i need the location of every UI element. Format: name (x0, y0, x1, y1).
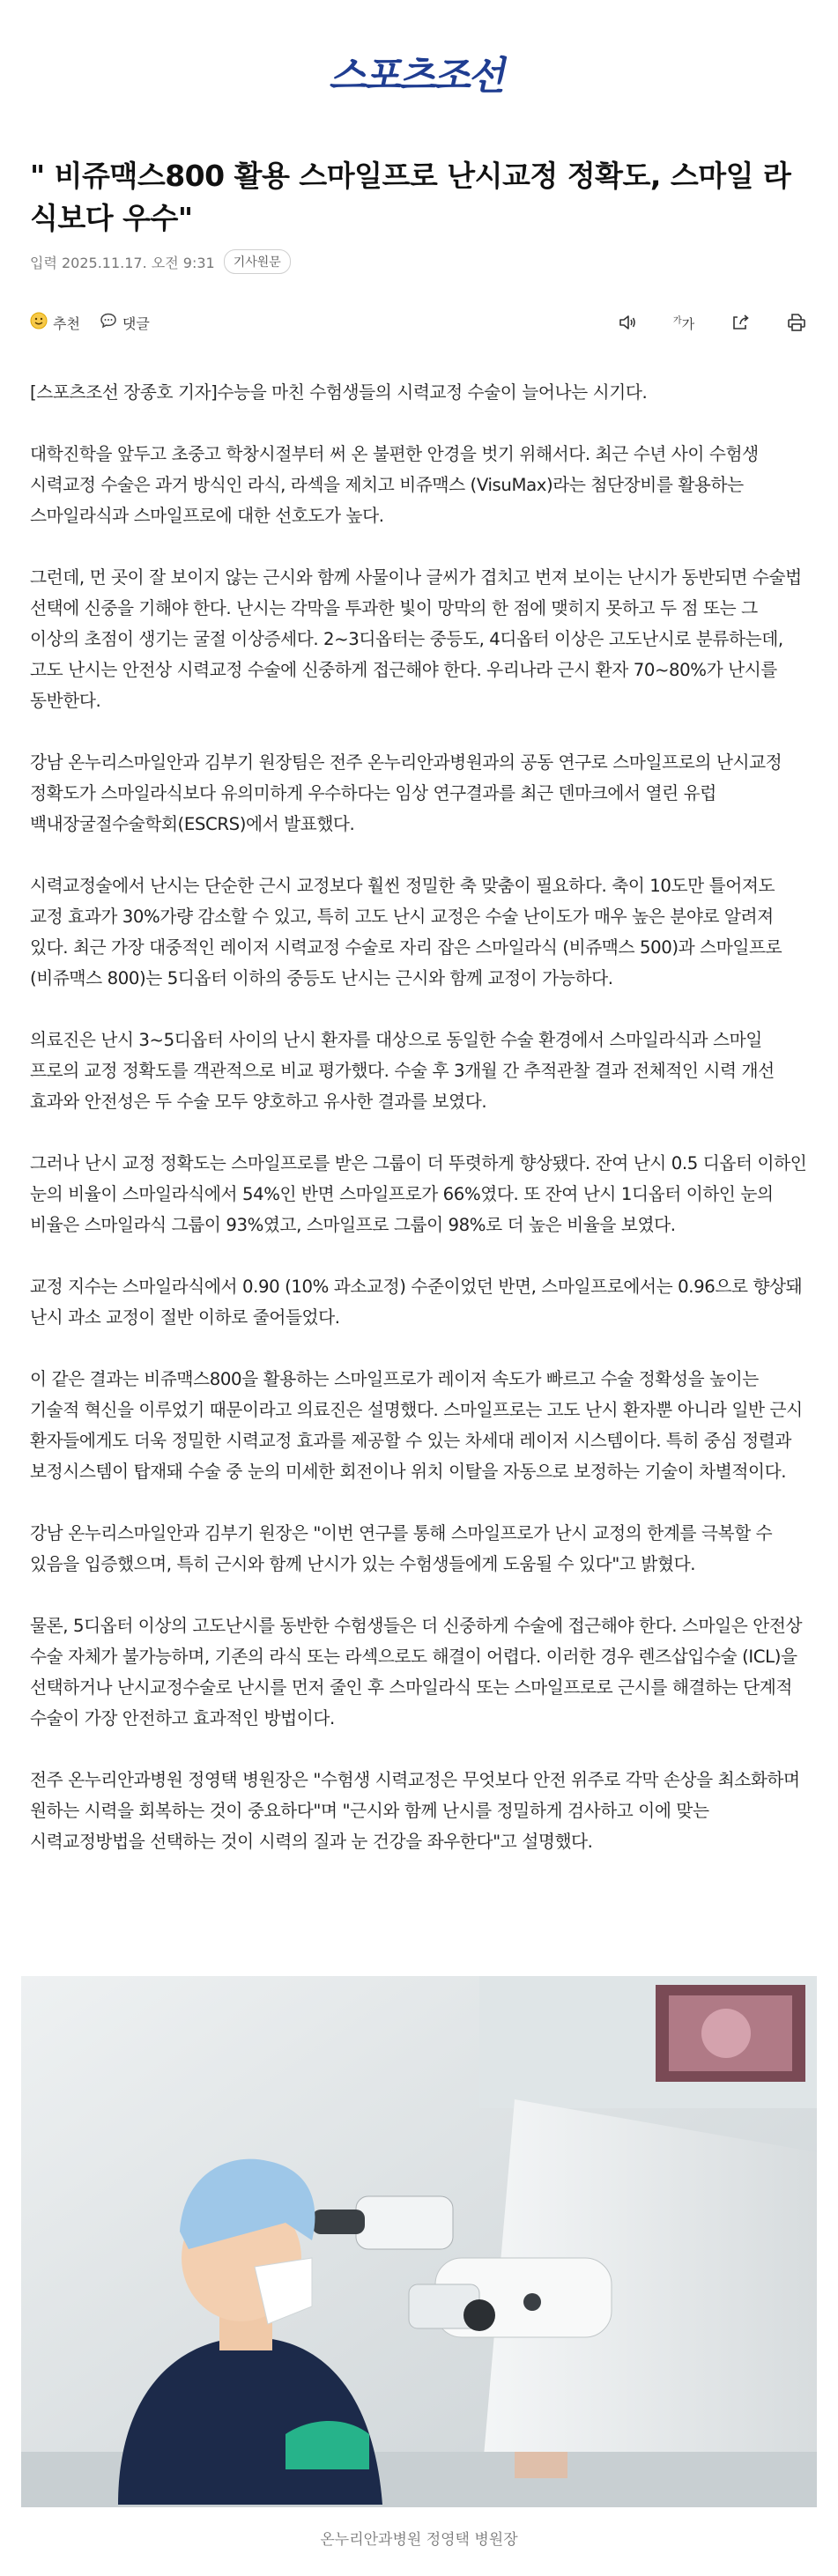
smile-icon (30, 312, 48, 333)
article-photo (21, 1976, 817, 2507)
photo-caption: 온누리안과병원 정영택 병원장 (320, 2531, 518, 2549)
comment-icon (100, 312, 117, 333)
article-paragraph: 시력교정술에서 난시는 단순한 근시 교정보다 훨씬 정밀한 축 맞춤이 필요하다. 축이 10도만 틀어져도 교정 효과가 30%가량 감소할 수 있고, 특히 고도 난시 교정은 수술 난이도가 매우 높은 분야로 알려져 있다. 최근 가장 대중적인 레이저 시력교정 수술로 자리 잡은 스마일라식 (비쥬맥스 500)과 스마일프로 (비쥬맥스 800)는 5디옵터 이하의 중등도 난시는 근시와 함께 교정이 가능하다. (30, 876, 782, 988)
print-icon[interactable] (785, 311, 808, 334)
speaker-icon[interactable] (616, 311, 639, 334)
article-body (30, 377, 808, 1888)
article-paragraph: [스포츠조선 장종호 기자]수능을 마친 수험생들의 시력교정 수술이 늘어나는 시기다. (30, 382, 648, 403)
font-size-label: $^가$가 (672, 315, 695, 332)
comment-label: 댓글 (122, 315, 150, 332)
site-logo[interactable]: 스포츠조선 (326, 54, 510, 99)
article-paragraph: 그런데, 먼 곳이 잘 보이지 않는 근시와 함께 사물이나 글씨가 겹치고 번져 보이는 난시가 동반되면 수술법 선택에 신중을 기해야 한다. 난시는 각막을 투과한 빛이 망막의 한 점에 맺히지 못하고 두 점 또는 그 이상의 초점이 생기는 굴절 이상증세다. 2~3디옵터는 중등도, 4디옵터 이상은 고도난시로 분류하는데, 고도 난시는 안전상 시력교정 수술에 신중하게 접근해야 한다. 우리나라 근시 환자 70~80%가 난시를 동반한다. (30, 567, 802, 711)
masthead (0, 46, 838, 99)
article-title: " 비쥬맥스800 활용 스마일프로 난시교정 정확도, 스마일 라식보다 우수" (30, 159, 791, 235)
article-toolbar (30, 308, 808, 337)
article-paragraph: 의료진은 난시 3~5디옵터 사이의 난시 환자를 대상으로 동일한 수술 환경에서 스마일라식과 스마일 프로의 교정 정확도를 객관적으로 비교 평가했다. 수술 후 3개월 간 추적관찰 결과 전체적인 시력 개선 효과와 안전성은 두 수술 모두 양호하고 유사한 결과를 보였다. (30, 1030, 775, 1112)
recommend-label: 추천 (53, 315, 80, 332)
published-date: 입력 2025.11.17. 오전 9:31 (30, 254, 215, 271)
comment-button[interactable] (100, 312, 150, 333)
article-paragraph: 강남 온누리스마일안과 김부기 원장팀은 전주 온누리안과병원과의 공동 연구로 스마일프로의 난시교정 정확도가 스마일라식보다 유의미하게 우수하다는 임상 연구결과를 최근 덴마크에서 열린 유럽 백내장굴절수술학회(ESCRS)에서 발표했다. (30, 752, 782, 834)
article-paragraph: 대학진학을 앞두고 초중고 학창시절부터 써 온 불편한 안경을 벗기 위해서다. 최근 수년 사이 수험생 시력교정 수술은 과거 방식인 라식, 라섹을 제치고 비쥬맥스 (VisuMax)라는 첨단장비를 활용하는 스마일라식과 스마일프로에 대한 선호도가 높다. (30, 444, 759, 526)
article-paragraph: 교정 지수는 스마일라식에서 0.90 (10% 과소교정) 수준이었던 반면, 스마일프로에서는 0.96으로 향상돼 난시 과소 교정이 절반 이하로 줄어들었다. (30, 1277, 803, 1328)
article-paragraph: 이 같은 결과는 비쥬맥스800을 활용하는 스마일프로가 레이저 속도가 빠르고 수술 정확성을 높이는 기술적 혁신을 이루었기 때문이라고 의료진은 설명했다. 스마일프로는 고도 난시 환자뿐 아니라 일반 근시 환자들에게도 더욱 정밀한 시력교정 효과를 제공할 수 있는 차세대 레이저 시스템이다. 특히 중심 정렬과 보정시스템이 탑재돼 수술 중 눈의 미세한 회전이나 위치 이탈을 자동으로 보정하는 기술이 차별적이다. (30, 1369, 803, 1482)
doctor-surgery-illustration (21, 1976, 817, 2507)
article-paragraph: 전주 온누리안과병원 정영택 병원장은 "수험생 시력교정은 무엇보다 안전 위주로 각막 손상을 최소화하며 원하는 시력을 회복하는 것이 중요하다"며 "근시와 함께 난시를 정밀하게 검사하고 이에 맞는 시력교정방법을 선택하는 것이 시력의 질과 눈 건강을 좌우한다"고 설명했다. (30, 1770, 800, 1852)
font-size-icon[interactable] (672, 311, 695, 334)
article-paragraph: 물론, 5디옵터 이상의 고도난시를 동반한 수험생들은 더 신중하게 수술에 접근해야 한다. 스마일은 안전상 수술 자체가 불가능하며, 기존의 라식 또는 라섹으로도 해결이 어렵다. 이러한 경우 렌즈삽입수술 (ICL)을 선택하거나 난시교정수술로 난시를 먼저 줄인 후 스마일라식 또는 스마일프로로 근시를 해결하는 단계적 수술이 가장 안전하고 효과적인 방법이다. (30, 1616, 803, 1728)
article-paragraph: 강남 온누리스마일안과 김부기 원장은 "이번 연구를 통해 스마일프로가 난시 교정의 한계를 극복할 수 있음을 입증했으며, 특히 근시와 함께 난시가 있는 수험생들에게 도움될 수 있다"고 밝혔다. (30, 1523, 773, 1574)
share-icon[interactable] (729, 311, 752, 334)
article-meta (30, 248, 291, 275)
article-paragraph: 그러나 난시 교정 정확도는 스마일프로를 받은 그룹이 더 뚜렷하게 향상됐다. 잔여 난시 0.5 디옵터 이하인 눈의 비율이 스마일라식에서 54%인 반면 스마일프로가 66%였다. 또 잔여 난시 1디옵터 이하인 눈의 비율은 스마일라식 그룹이 93%였고, 스마일프로 그룹이 98%로 더 높은 비율을 보였다. (30, 1153, 807, 1235)
original-article-button[interactable]: 기사원문 (224, 249, 291, 274)
recommend-button[interactable] (30, 312, 80, 333)
